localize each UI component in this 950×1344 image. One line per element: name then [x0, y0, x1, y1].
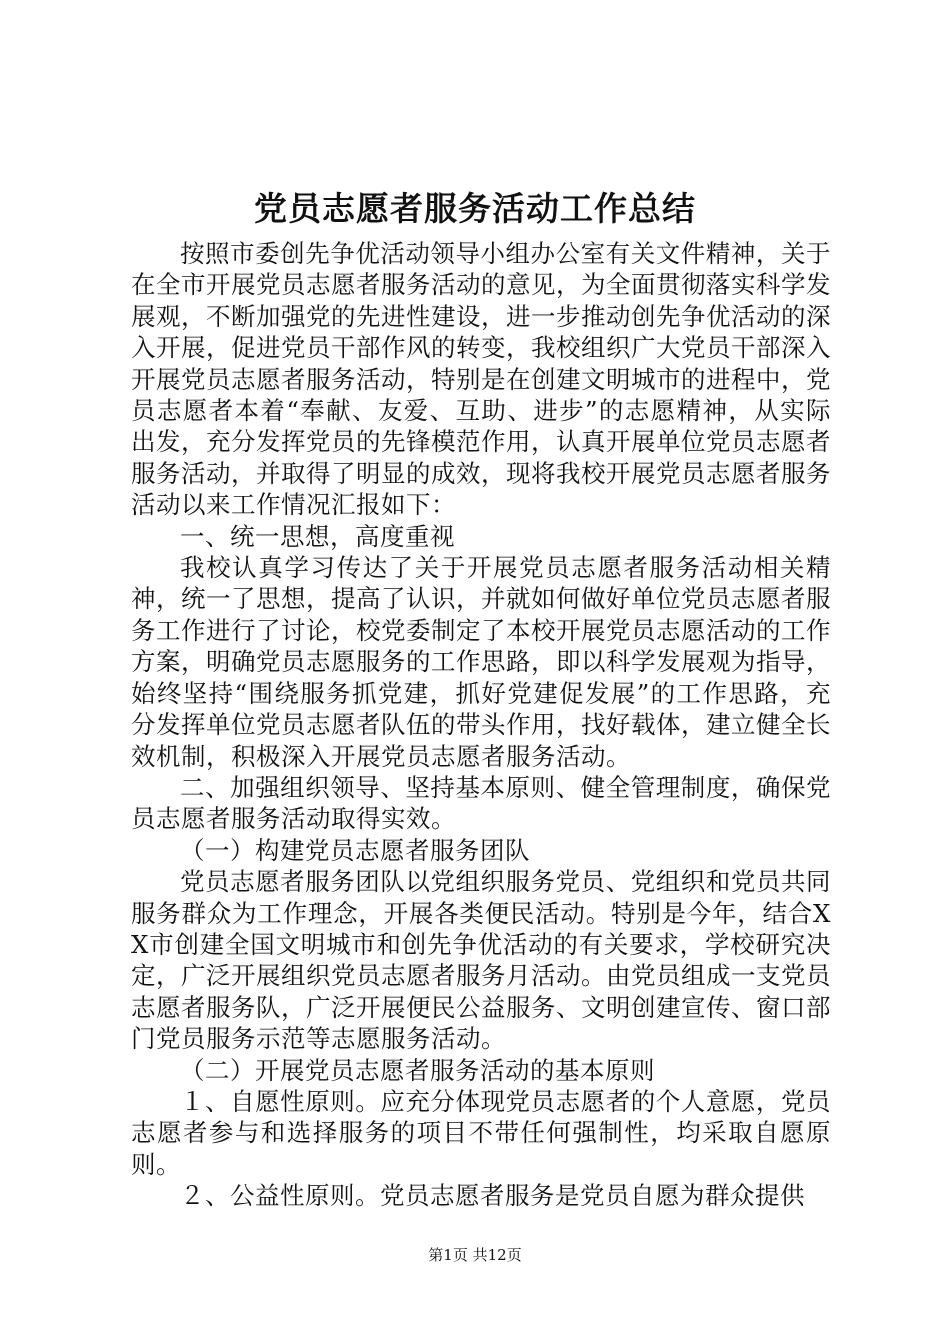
paragraph-subsection-1: 党员志愿者服务团队以党组织服务党员、党组织和党员共同服务群众为工作理念，开展各类便民活动。特别是今年，结合XX市创建全国文明城市和创先争优活动的有关要求，学校研究决定，广泛开展组织党员志愿者服务月活动。由党员组成一支党员志愿者服务队，广泛开展便民公益服务、文明创建宣传、窗口部门党员服务示范等志愿服务活动。: [131, 867, 831, 1054]
principle-item-2: ２、公益性原则。党员志愿者服务是党员自愿为群众提供: [180, 1181, 805, 1211]
paragraph-intro: 按照市委创先争优活动领导小组办公室有关文件精神，关于在全市开展党员志愿者服务活动的意见，为全面贯彻落实科学发展观，不断加强党的先进性建设，进一步推动创先争优活动的深入开展，促进党员干部作风的转变，我校组织广大党员干部深入开展党员志愿者服务活动，特别是在创建文明城市的进程中，党员志愿者本着“奉献、友爱、互助、进步”的志愿精神，从实际出发，充分发挥党员的先锋模范作用，认真开展单位党员志愿者服务活动，并取得了明显的成效，现将我校开展党员志愿者服务活动以来工作情况汇报如下：: [131, 239, 831, 520]
document-title: 党员志愿者服务活动工作总结: [254, 189, 696, 228]
principle-item-1: １、自愿性原则。应充分体现党员志愿者的个人意愿，党员志愿者参与和选择服务的项目不带任何强制性，均采取自愿原则。: [131, 1086, 831, 1179]
subsection-heading-1: （一）构建党员志愿者服务团队: [180, 835, 530, 865]
section-heading-2: 二、加强组织领导、坚持基本原则、健全管理制度，确保党员志愿者服务活动取得实效。: [131, 772, 831, 834]
document-body: [131, 238, 831, 1212]
paragraph-section-1: 我校认真学习传达了关于开展党员志愿者服务活动相关精神，统一了思想，提高了认识，并就如何做好单位党员志愿者服务工作进行了讨论，校党委制定了本校开展党员志愿活动的工作方案，明确党员志愿服务的工作思路，即以科学发展观为指导，始终坚持“围绕服务抓党建，抓好党建促发展”的工作思路，充分发挥单位党员志愿者队伍的带头作用，找好载体，建立健全长效机制，积极深入开展党员志愿者服务活动。: [131, 553, 831, 771]
page-number-footer: 第1页 共12页: [428, 1246, 522, 1264]
subsection-heading-2: （二）开展党员志愿者服务活动的基本原则: [180, 1055, 655, 1085]
section-heading-1: 一、统一思想，高度重视: [180, 521, 455, 551]
